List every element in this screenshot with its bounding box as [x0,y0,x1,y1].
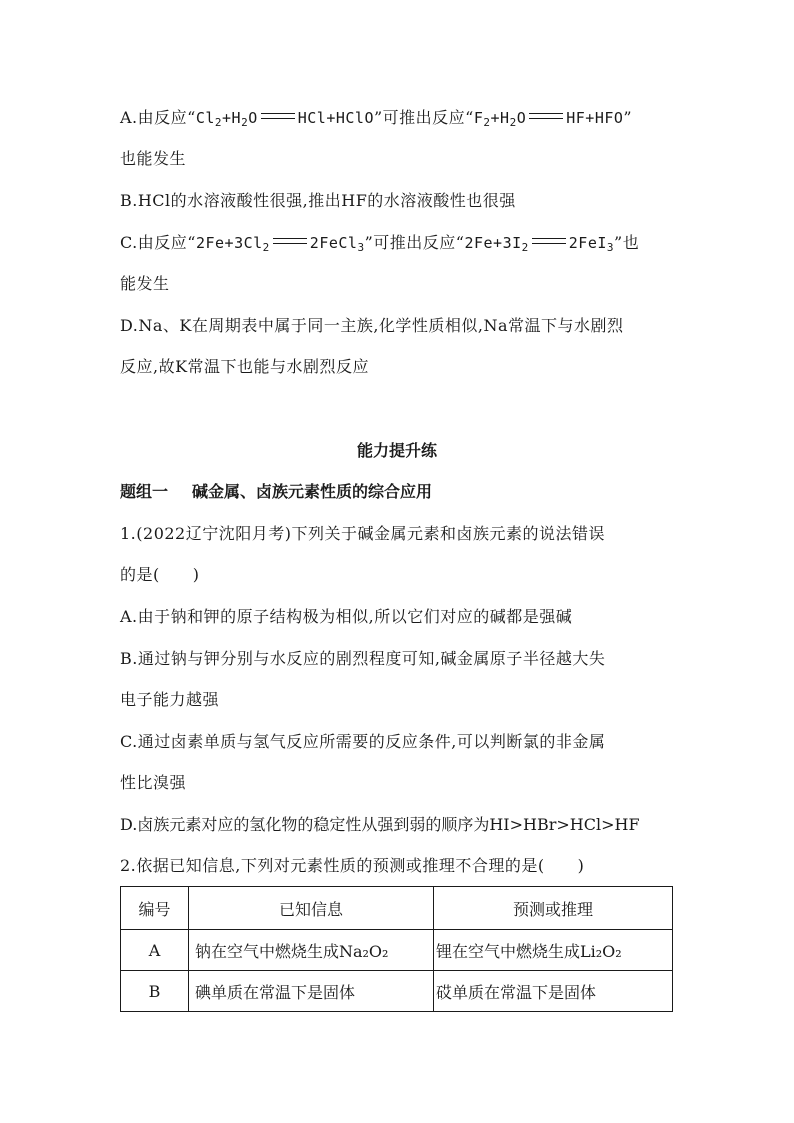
q1-option-c-line2: 性比溴强 [120,773,187,792]
row-b-id: B [121,971,189,1012]
header-prediction: 预测或推理 [434,887,673,930]
option-c-line1 [120,232,639,254]
table-header-row [121,887,673,930]
option-a-line2: 也能发生 [120,149,187,168]
q1-stem-line2: 的是( ) [120,565,200,584]
header-id: 编号 [121,887,189,930]
row-b-prediction: 砹单质在常温下是固体 [434,971,673,1012]
option-c-line2: 能发生 [120,274,170,293]
option-d-line1: D.Na、K在周期表中属于同一主族,化学性质相似,Na常温下与水剧烈 [120,316,624,335]
option-a-line1 [120,107,632,129]
row-a-id: A [121,930,189,971]
table-row [121,971,673,1012]
option-d-line2: 反应,故K常温下也能与水剧烈反应 [120,357,370,376]
q1-option-b-line1: B.通过钠与钾分别与水反应的剧烈程度可知,碱金属原子半径越大失 [120,649,606,668]
table-row [121,930,673,971]
option-c-mid: ”可推出反应“ [364,233,465,252]
equation-fe-i2: $2Fe+3I_2$ 2FeI$_3$ [464,234,615,254]
row-a-info: 钠在空气中燃烧生成Na₂O₂ [188,930,433,971]
group-title: 碱金属、卤族元素性质的综合应用 [192,482,433,501]
option-c-suffix: ”也 [614,233,640,252]
option-a-mid: ”可推出反应“ [373,108,474,127]
header-known-info: 已知信息 [188,887,433,930]
group-label: 题组一 [120,482,169,501]
q1-option-a: A.由于钠和钾的原子结构极为相似,所以它们对应的碱都是强碱 [120,607,573,626]
group-heading [120,481,432,503]
equation-fe-cl2: $2Fe+3Cl_2$ 2FeCl$_3$ [195,234,365,254]
section-title: 能力提升练 [356,441,437,460]
option-a-prefix: A.由反应“ [120,108,196,127]
q1-option-b-line2: 电子能力越强 [120,690,220,709]
equation-f2-h2o: $F_2+H_2O$ HF+HFO [473,109,624,129]
q1-stem-line1: 1.(2022辽宁沈阳月考)下列关于碱金属元素和卤族元素的说法错误 [120,524,605,543]
q1-option-d: D.卤族元素对应的氢化物的稳定性从强到弱的顺序为HI>HBr>HCl>HF [120,815,640,834]
row-b-info: 碘单质在常温下是固体 [188,971,433,1012]
option-c-prefix: C.由反应“ [120,233,196,252]
equation-cl2-h2o: $Cl_2+H_2O$ HCl+HClO [195,109,374,129]
row-a-prediction: 锂在空气中燃烧生成Li₂O₂ [434,930,673,971]
option-a-suffix: ” [623,108,633,127]
q2-table [120,886,673,1012]
q1-option-c-line1: C.通过卤素单质与氢气反应所需要的反应条件,可以判断氯的非金属 [120,732,606,751]
option-b: B.HCl的水溶液酸性很强,推出HF的水溶液酸性也很强 [120,191,516,210]
q2-stem: 2.依据已知信息,下列对元素性质的预测或推理不合理的是( ) [120,856,585,875]
